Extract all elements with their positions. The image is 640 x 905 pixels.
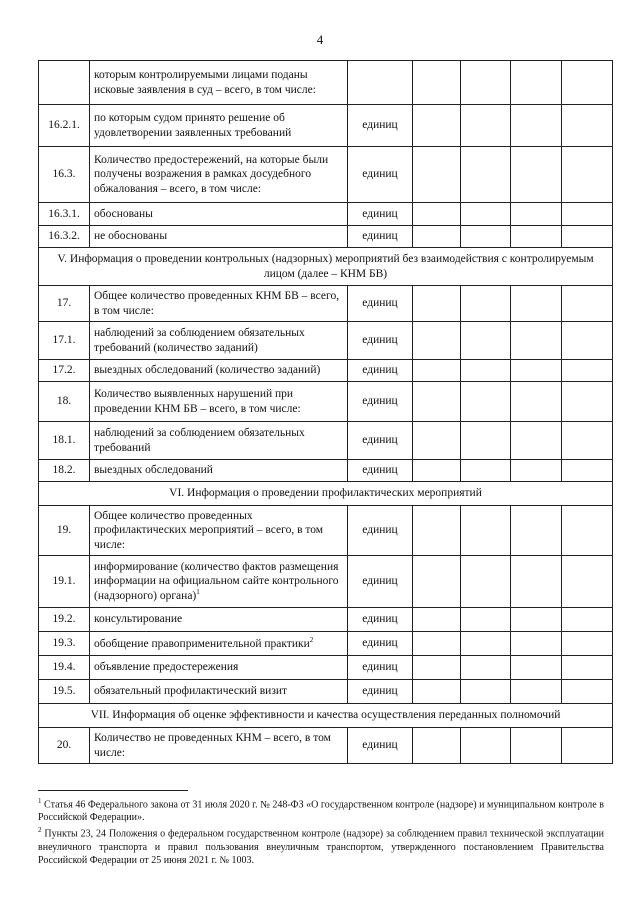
indicator-description [90,656,348,680]
value-cell [562,382,613,422]
indicator-text: информирование (количество фактов размещения информации на официальном сайте контрольного (надзорного) органа) [94,561,339,602]
value-cell [413,608,461,632]
unit-cell: единиц [348,203,413,226]
value-cell [511,147,562,203]
value-cell [461,608,511,632]
unit-cell: единиц [348,656,413,680]
section-title: VI. Информация о проведении профилактических мероприятий [39,482,613,506]
value-cell [511,382,562,422]
value-cell [461,506,511,556]
indicator-text: наблюдений за соблюдением обязательных требований (количество заданий) [94,327,305,354]
indicator-description [90,286,348,322]
indicator-description [90,556,348,608]
row-number: 17.1. [39,322,90,360]
indicator-text: Общее количество проведенных профилактических мероприятий – всего, в том числе: [94,510,324,551]
value-cell [562,286,613,322]
indicator-description [90,632,348,656]
unit-cell: единиц [348,556,413,608]
value-cell [511,656,562,680]
table-row [39,322,613,360]
value-cell [413,286,461,322]
value-cell [562,728,613,764]
row-number: 19.2. [39,608,90,632]
value-cell [461,632,511,656]
row-number: 16.3. [39,147,90,203]
indicator-text: Количество не проведенных КНМ – всего, в том числе: [94,732,331,759]
value-cell [511,460,562,482]
unit-cell: единиц [348,360,413,382]
value-cell [413,632,461,656]
section-title: V. Информация о проведении контрольных (надзорных) мероприятий без взаимодействия с контролируемым лицом (далее – КНМ БВ) [39,248,613,286]
indicator-text: обобщение правоприменительной практики [94,637,310,650]
value-cell [511,632,562,656]
indicator-text: выездных обследований [94,464,213,477]
value-cell [461,286,511,322]
indicator-text: обязательный профилактический визит [94,685,288,698]
indicator-description [90,680,348,704]
value-cell [413,226,461,248]
value-cell [511,286,562,322]
indicator-description [90,728,348,764]
row-number: 19.1. [39,556,90,608]
unit-cell [348,61,413,105]
table-row [39,556,613,608]
unit-cell: единиц [348,460,413,482]
indicator-description [90,322,348,360]
indicator-description [90,226,348,248]
table-row [39,460,613,482]
unit-cell: единиц [348,105,413,147]
unit-cell: единиц [348,382,413,422]
footnote-mark: 2 [38,826,42,835]
unit-cell: единиц [348,506,413,556]
section-header-row [39,248,613,286]
indicator-text: которым контролируемыми лицами поданы исковые заявления в суд – всего, в том числе: [94,69,316,96]
row-number: 19.4. [39,656,90,680]
value-cell [511,61,562,105]
value-cell [511,360,562,382]
table-row [39,382,613,422]
unit-cell: единиц [348,608,413,632]
value-cell [413,360,461,382]
footnote-reference: 1 [196,588,200,597]
footnote-text: Статья 46 Федерального закона от 31 июля 2020 г. № 248-ФЗ «О государственном контроле (надзоре) и муниципальном контроле в Российской Федерации». [38,799,604,824]
indicator-description [90,608,348,632]
indicator-description [90,506,348,556]
value-cell [413,322,461,360]
row-number: 18.1. [39,422,90,460]
indicator-description [90,203,348,226]
unit-cell: единиц [348,286,413,322]
row-number: 17.2. [39,360,90,382]
table-row [39,360,613,382]
indicator-text: по которым судом принято решение об удовлетворении заявленных требований [94,112,292,139]
value-cell [511,728,562,764]
value-cell [562,656,613,680]
row-number [39,61,90,105]
value-cell [562,506,613,556]
row-number: 16.3.1. [39,203,90,226]
value-cell [562,147,613,203]
row-number: 19.3. [39,632,90,656]
table-row [39,656,613,680]
indicator-text: объявление предостережения [94,661,239,674]
unit-cell: единиц [348,322,413,360]
value-cell [511,506,562,556]
table-row [39,632,613,656]
value-cell [562,608,613,632]
footnote-mark: 1 [38,797,42,805]
value-cell [413,382,461,422]
value-cell [562,360,613,382]
footnote-text: Пункты 23, 24 Положения о федеральном государственном контроле (надзоре) за соблюдением правил технической эксплуатации внеуличного транспорта и правил пользования внеуличным транспортом, утвержденного постановлением Правительства Российской Федерации от 25 июня 2021 г. № 1003. [38,828,604,866]
value-cell [413,61,461,105]
value-cell [461,382,511,422]
indicator-text: наблюдений за соблюдением обязательных требований [94,427,305,454]
value-cell [461,556,511,608]
value-cell [413,147,461,203]
table-row [39,728,613,764]
footnote-divider [38,790,188,791]
unit-cell: единиц [348,680,413,704]
section-header-row [39,704,613,728]
value-cell [413,460,461,482]
value-cell [511,203,562,226]
row-number: 17. [39,286,90,322]
table-row [39,286,613,322]
footnote [38,797,604,824]
value-cell [461,656,511,680]
page-number: 4 [316,32,324,47]
value-cell [413,728,461,764]
row-number: 19.5. [39,680,90,704]
value-cell [562,322,613,360]
value-cell [461,147,511,203]
row-number: 18. [39,382,90,422]
value-cell [511,608,562,632]
value-cell [511,680,562,704]
report-table [38,60,613,764]
indicator-description [90,382,348,422]
unit-cell: единиц [348,147,413,203]
value-cell [562,203,613,226]
indicator-text: Количество выявленных нарушений при проведении КНМ БВ – всего, в том числе: [94,388,301,415]
value-cell [562,556,613,608]
value-cell [562,680,613,704]
indicator-text: Количество предостережений, на которые были получены возражения в рамках досудебного обжалования – всего, в том числе: [94,154,329,195]
indicator-description [90,460,348,482]
indicator-description [90,61,348,105]
indicator-description [90,105,348,147]
value-cell [461,728,511,764]
section-header-row [39,482,613,506]
unit-cell: единиц [348,422,413,460]
value-cell [413,556,461,608]
table-row [39,147,613,203]
value-cell [562,226,613,248]
row-number: 19. [39,506,90,556]
indicator-text: Общее количество проведенных КНМ БВ – всего, в том числе: [94,290,340,317]
indicator-text: выездных обследований (количество заданий) [94,364,321,377]
value-cell [511,322,562,360]
value-cell [562,460,613,482]
indicator-description [90,422,348,460]
footnote [38,826,604,866]
value-cell [511,556,562,608]
value-cell [413,105,461,147]
indicator-text: обоснованы [94,207,153,220]
value-cell [413,422,461,460]
value-cell [413,680,461,704]
value-cell [461,360,511,382]
table-row [39,203,613,226]
table-row [39,608,613,632]
footnote-reference: 2 [309,636,314,645]
value-cell [461,422,511,460]
row-number: 20. [39,728,90,764]
value-cell [511,105,562,147]
unit-cell: единиц [348,226,413,248]
value-cell [413,203,461,226]
value-cell [461,680,511,704]
footnotes [38,797,604,869]
value-cell [461,460,511,482]
table-row [39,105,613,147]
table-row [39,680,613,704]
indicator-text: не обоснованы [94,230,168,243]
value-cell [511,422,562,460]
row-number: 16.3.2. [39,226,90,248]
row-number: 16.2.1. [39,105,90,147]
row-number: 18.2. [39,460,90,482]
section-title: VII. Информация об оценке эффективности и качества осуществления переданных полномочий [39,704,613,728]
value-cell [413,656,461,680]
value-cell [461,203,511,226]
value-cell [413,506,461,556]
value-cell [461,226,511,248]
value-cell [461,61,511,105]
unit-cell: единиц [348,728,413,764]
value-cell [562,105,613,147]
indicator-description [90,147,348,203]
indicator-description [90,360,348,382]
value-cell [562,632,613,656]
table-row [39,61,613,105]
table-row [39,506,613,556]
value-cell [562,61,613,105]
indicator-text: консультирование [94,613,183,626]
value-cell [461,105,511,147]
table-row [39,422,613,460]
table-row [39,226,613,248]
value-cell [511,226,562,248]
value-cell [461,322,511,360]
unit-cell: единиц [348,632,413,656]
value-cell [562,422,613,460]
